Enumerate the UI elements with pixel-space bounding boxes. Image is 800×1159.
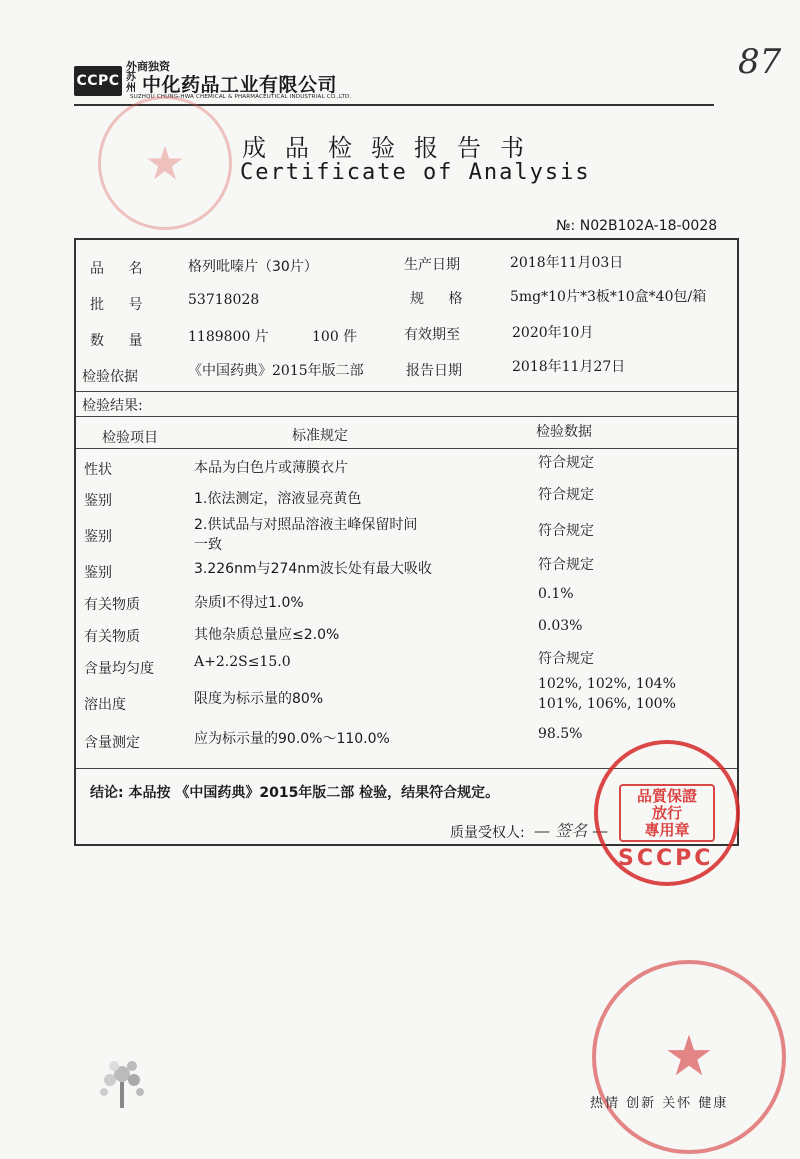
document-title-en: Certificate of Analysis <box>240 160 591 185</box>
result-data: 符合规定 <box>538 487 594 503</box>
stamp-line: 品質保證 <box>636 786 697 805</box>
company-name: 中化药品工业有限公司 <box>142 74 338 96</box>
expiry-label: 有效期至 <box>404 327 460 343</box>
result-standard: 2.供试品与对照品溶液主峰保留时间 <box>194 517 418 533</box>
quantity-label: 数 量 <box>90 333 153 349</box>
batch-value: 53718028 <box>188 292 260 308</box>
stamp-line: 專用章 <box>644 820 690 839</box>
stamp-inner-box <box>619 784 715 842</box>
spec-label: 规 格 <box>410 291 473 307</box>
result-item: 含量均匀度 <box>84 661 154 677</box>
stamp-line: 放行 <box>651 803 682 822</box>
col-header-item: 检验项目 <box>102 430 158 446</box>
col-header-data: 检验数据 <box>536 424 592 440</box>
mfg-date-value: 2018年11月03日 <box>510 255 624 271</box>
company-logo: CCPC <box>74 66 122 96</box>
spec-value: 5mg*10片*3板*10盒*40包/箱 <box>510 289 707 305</box>
conclusion: 结论: 本品按 《中国药典》2015年版二部 检验，结果符合规定。 <box>90 785 500 801</box>
quantity-value: 1189800 片 <box>188 329 269 345</box>
result-standard: 杂质I不得过1.0% <box>194 595 304 611</box>
report-number: №: N02B102A-18-0028 <box>556 218 718 234</box>
product-value: 格列吡嗪片（30片） <box>188 259 318 275</box>
product-label: 品 名 <box>90 261 153 277</box>
result-data: 0.03% <box>538 618 583 634</box>
faint-seal-stamp <box>98 96 232 230</box>
batch-label: 批 号 <box>90 297 153 313</box>
result-item: 性状 <box>84 462 112 478</box>
result-standard: 3.226nm与274nm波长处有最大吸收 <box>194 561 432 577</box>
report-date-value: 2018年11月27日 <box>512 359 626 375</box>
result-standard: 限度为标示量的80% <box>194 691 324 707</box>
result-item: 有关物质 <box>84 629 140 645</box>
company-slogan: 热情 创新 关怀 健康 <box>590 1096 729 1111</box>
divider <box>76 391 737 392</box>
document-title: 成品检验报告书 <box>242 134 543 162</box>
stamp-bottom-text: SCCPC <box>618 846 714 871</box>
col-header-standard: 标准规定 <box>292 428 348 444</box>
divider <box>76 448 737 449</box>
mfg-date-label: 生产日期 <box>404 257 460 273</box>
result-data: 98.5% <box>538 726 583 742</box>
star-icon: ★ <box>144 136 186 190</box>
result-data: 0.1% <box>538 586 574 602</box>
result-data: 102%, 102%, 104% <box>538 676 676 692</box>
result-item: 鉴别 <box>84 565 112 581</box>
result-item: 有关物质 <box>84 597 140 613</box>
divider <box>76 416 737 417</box>
handwritten-number: 87 <box>738 42 782 82</box>
result-standard: 本品为白色片或薄膜衣片 <box>194 460 348 476</box>
company-seal-stamp <box>592 960 786 1154</box>
basis-label: 检验依据 <box>82 369 138 385</box>
result-item: 鉴别 <box>84 529 112 545</box>
result-standard-cont: 一致 <box>194 537 222 553</box>
result-standard: 其他杂质总量应≤2.0% <box>194 627 340 643</box>
company-prefix: 苏州 <box>126 72 136 94</box>
result-standard: 1.依法测定，溶液显亮黄色 <box>194 491 362 507</box>
result-data: 符合规定 <box>538 557 594 573</box>
star-icon: ★ <box>663 1024 715 1089</box>
result-item: 鉴别 <box>84 493 112 509</box>
result-data: 符合规定 <box>538 455 594 471</box>
expiry-value: 2020年10月 <box>512 325 594 341</box>
basis-value: 《中国药典》2015年版二部 <box>188 363 364 379</box>
authorized-label: 质量受权人: <box>450 825 525 841</box>
result-data: 符合规定 <box>538 523 594 539</box>
result-standard: 应为标示量的90.0%～110.0% <box>194 731 390 747</box>
result-item: 含量测定 <box>84 735 140 751</box>
company-name-en: SUZHOU CHUNG-HWA CHEMICAL & PHARMACEUTICAL INDUSTRIAL CO.,LTD. <box>130 94 352 100</box>
result-item: 溶出度 <box>84 697 126 713</box>
tree-logo-icon <box>92 1052 152 1112</box>
authorized-signature: — 签名 — <box>534 821 609 840</box>
report-date-label: 报告日期 <box>406 363 462 379</box>
result-data: 符合规定 <box>538 651 594 667</box>
result-data-cont: 101%, 106%, 100% <box>538 696 676 712</box>
quantity-pieces: 100 件 <box>312 329 358 345</box>
results-section-label: 检验结果: <box>82 398 143 414</box>
company-type: 外商独资 <box>126 60 170 73</box>
result-standard: A+2.2S≤15.0 <box>194 654 291 670</box>
